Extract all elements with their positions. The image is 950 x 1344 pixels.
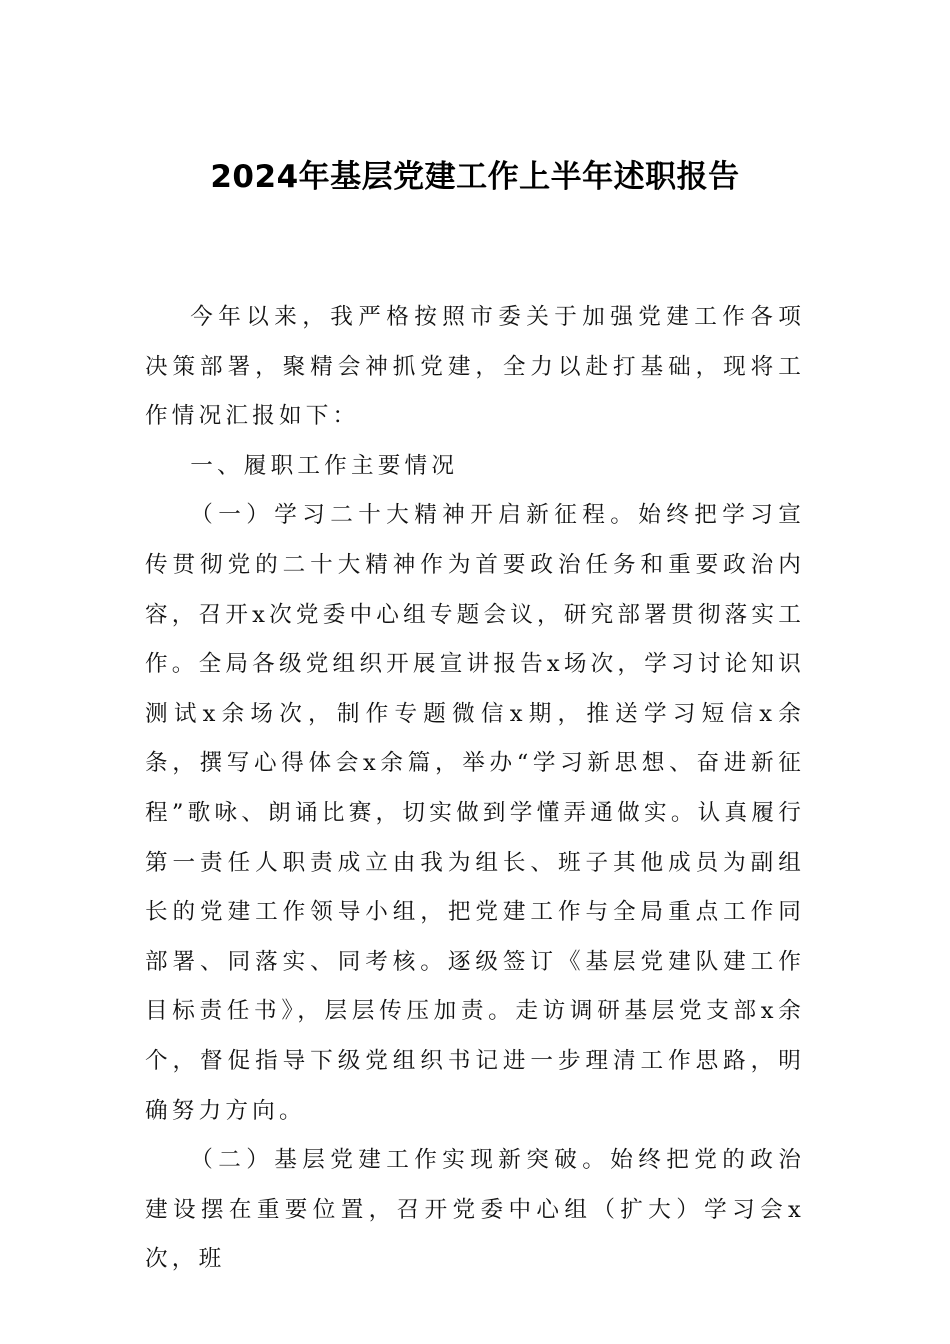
document-title: 2024年基层党建工作上半年述职报告 (210, 159, 740, 195)
intro-paragraph: 今年以来，我严格按照市委关于加强党建工作各项决策部署，聚精会神抓党建，全力以赴打基础，现将工作情况汇报如下： (145, 304, 805, 430)
section-heading: 一、履职工作主要情况 (190, 452, 459, 479)
subsection-paragraph-2: （二）基层党建工作实现新突破。始终把党的政治建设摆在重要位置，召开党委中心组（扩大）学习会x次，班 (145, 1147, 805, 1273)
document-body (145, 293, 805, 1285)
subsection-paragraph-1: （一）学习二十大精神开启新征程。始终把学习宣传贯彻党的二十大精神作为首要政治任务和重要政治内容，召开x次党委中心组专题会议，研究部署贯彻落实工作。全局各级党组织开展宣讲报告x场次，学习讨论知识测试x余场次，制作专题微信x期，推送学习短信x余条，撰写心得体会x余篇，举办“学习新思想、奋进新征程”歌咏、朗诵比赛，切实做到学懂弄通做实。认真履行第一责任人职责成立由我为组长、班子其他成员为副组长的党建工作领导小组，把党建工作与全局重点工作同部署、同落实、同考核。逐级签订《基层党建队建工作目标责任书》，层层传压加责。走访调研基层党支部x余个，督促指导下级党组织书记进一步理清工作思路，明确努力方向。 (145, 502, 805, 1124)
